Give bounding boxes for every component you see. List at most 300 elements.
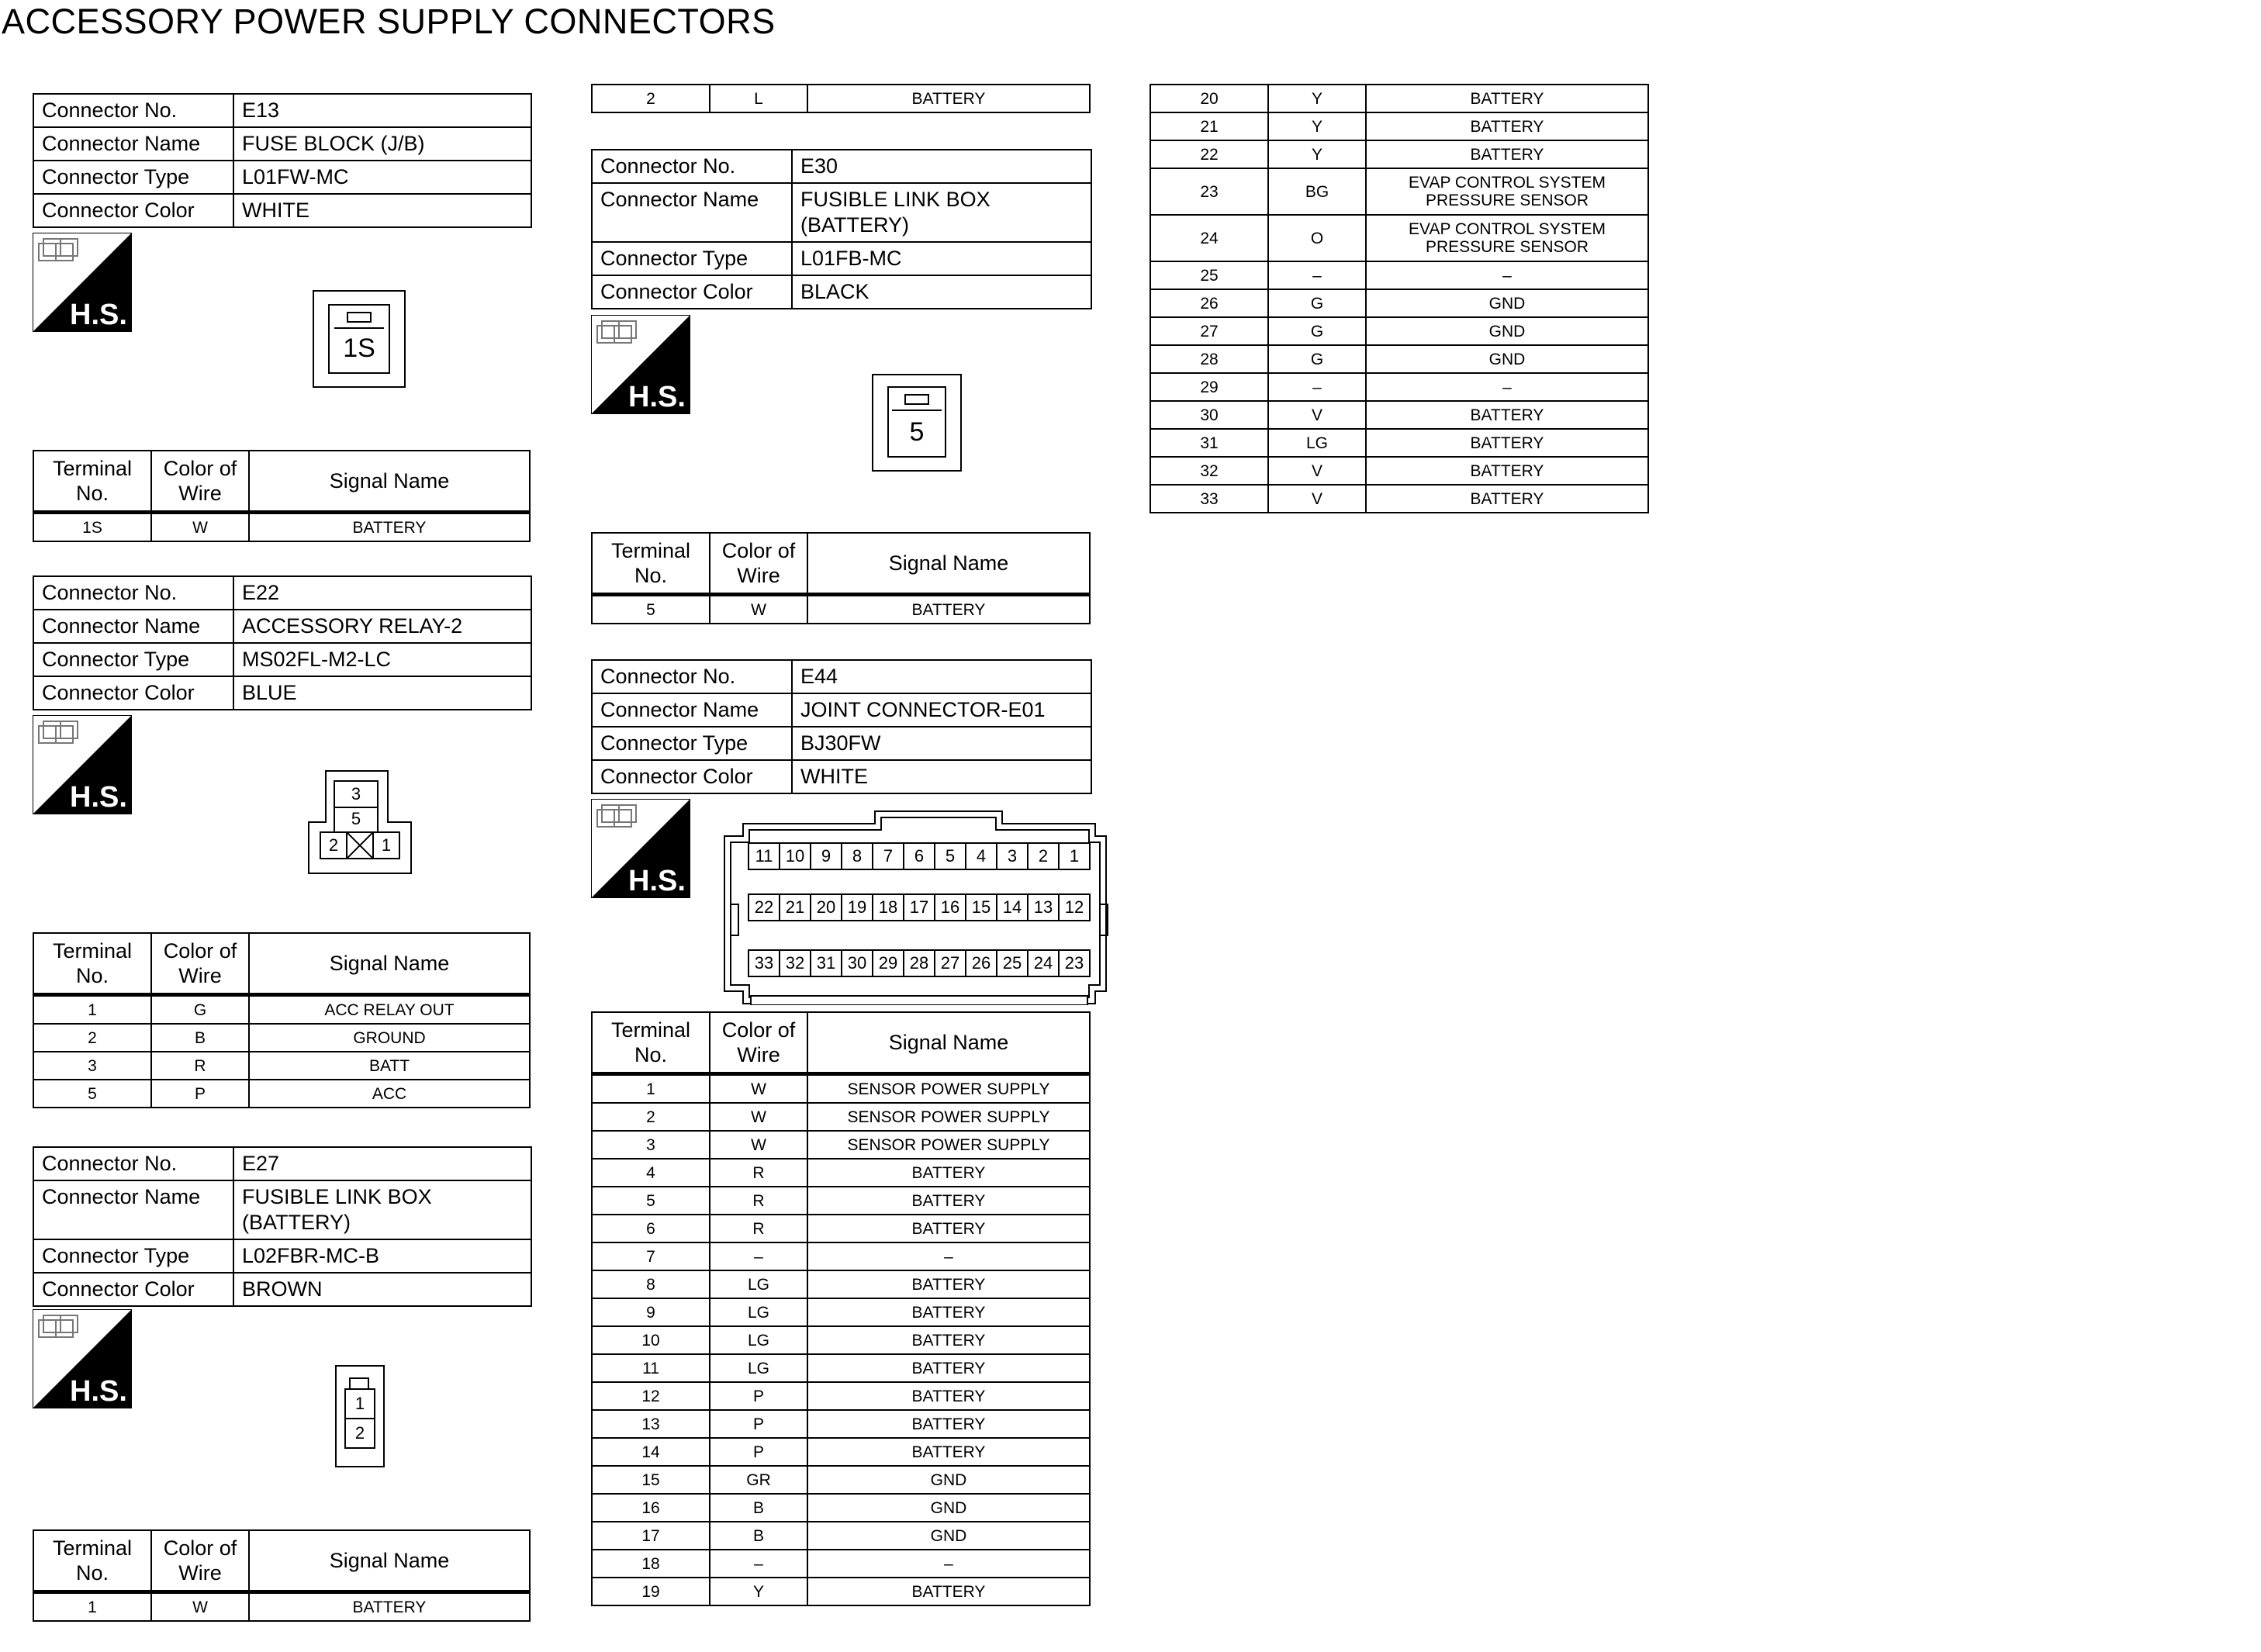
pin-cell: 21 [779,893,811,921]
pin-housing [328,304,390,374]
connector-info-table [591,149,1092,309]
wire-color-cell: G [151,995,249,1025]
terminal-cell: 13 [592,1410,710,1438]
pin-housing [887,386,946,458]
signal-cell: – [807,1550,1090,1578]
signal-cell: SENSOR POWER SUPPLY [807,1074,1090,1104]
wire-color-cell: P [710,1410,807,1438]
signal-cell: EVAP CONTROL SYSTEM PRESSURE SENSOR [1366,168,1648,215]
wire-color-cell: – [710,1550,807,1578]
terminal-cell: 23 [1150,168,1268,215]
info-label: Connector No. [33,94,233,127]
wire-color-cell: LG [1268,429,1366,457]
wire-color-cell: R [710,1187,807,1215]
connector-color-value: WHITE [233,194,531,227]
terminal-cell: 19 [592,1578,710,1605]
connector-e44 [591,659,1092,1601]
signal-cell: BATTERY [807,1410,1090,1438]
wire-color-cell: – [710,1242,807,1270]
harness-side-icon [591,315,690,414]
signal-cell: BATTERY [807,1382,1090,1410]
pin-5: 5 [334,807,379,833]
table-row [592,1354,1090,1382]
pin-cell: 23 [1058,949,1091,977]
info-label: Connector Name [33,127,233,161]
table-row [1150,261,1648,289]
signal-cell: BATTERY [807,1159,1090,1187]
wire-color-cell: LG [710,1270,807,1298]
wire-color-cell: R [710,1215,807,1242]
table-row [1150,457,1648,485]
terminal-cell: 16 [592,1494,710,1522]
connector-e22 [33,575,532,1103]
pin-latch [904,394,929,405]
pin-1: 1 [372,831,400,859]
terminal-cell: 10 [592,1326,710,1354]
pin-1: 1 [344,1388,375,1419]
table-row [33,513,530,542]
pin-cell: 1 [1058,842,1091,870]
pin-cell: 24 [1027,949,1060,977]
terminal-cell: 33 [1150,485,1268,513]
connector-info-table [591,659,1092,794]
table-row [1150,373,1648,401]
pin-cell: 3 [996,842,1029,870]
terminal-cell: 12 [592,1382,710,1410]
wire-color-cell: G [1268,345,1366,373]
pin-divider [892,410,942,411]
table-row [1150,317,1648,345]
pin-cell: 29 [872,949,904,977]
terminal-table [591,1011,1091,1606]
connector-face-e22 [307,769,413,875]
connector-no-value: E27 [233,1147,531,1180]
signal-cell: SENSOR POWER SUPPLY [807,1103,1090,1131]
table-row [1150,401,1648,429]
wire-color-cell: V [1268,401,1366,429]
terminal-cell: 3 [33,1052,151,1080]
terminal-cell: 1 [33,1592,151,1622]
info-label: Connector Type [592,727,792,760]
terminal-no-header: Terminal No. [592,533,710,595]
signal-name-header: Signal Name [807,533,1090,595]
table-row [592,1242,1090,1270]
info-label: Connector Type [592,242,792,275]
wire-color-cell: W [710,1103,807,1131]
table-row [1150,429,1648,457]
signal-cell: BATTERY [807,1354,1090,1382]
connector-face-e30 [872,374,962,472]
signal-cell: BATTERY [807,1187,1090,1215]
pin-cell: 19 [841,893,873,921]
pin-cell: 30 [841,949,873,977]
terminal-cell: 15 [592,1466,710,1494]
terminal-no-header: Terminal No. [33,1530,151,1592]
terminal-cell: 1S [33,513,151,542]
connector-no-value: E22 [233,576,531,610]
connector-info-table [33,93,532,228]
pin-cell: 18 [872,893,904,921]
connector-type-value: BJ30FW [792,727,1091,760]
table-row [592,1159,1090,1187]
terminal-cell: 4 [592,1159,710,1187]
wire-color-cell: W [710,1131,807,1159]
pin-cell: 7 [872,842,904,870]
table-row [592,1215,1090,1242]
signal-cell: GND [807,1466,1090,1494]
connector-e30 [591,149,1092,619]
signal-cell: – [1366,261,1648,289]
connector-name-value: FUSIBLE LINK BOX (BATTERY) [792,183,1091,242]
pin-cell: 13 [1027,893,1060,921]
signal-cell: BATTERY [807,85,1090,112]
table-row [1150,485,1648,513]
wire-color-cell: P [151,1080,249,1108]
wire-color-header: Color of Wire [710,533,807,595]
pin-2: 2 [320,831,347,859]
terminal-cell: 30 [1150,401,1268,429]
table-row [592,595,1090,624]
signal-cell: BATTERY [807,1298,1090,1326]
table-row [1150,345,1648,373]
connector-name-value: FUSE BLOCK (J/B) [233,127,531,161]
wire-color-cell: L [710,85,807,112]
terminal-no-header: Terminal No. [33,451,151,513]
terminal-cell: 8 [592,1270,710,1298]
pin-cell: 2 [1027,842,1060,870]
connector-face-e44 [723,810,1115,1005]
signal-cell: SENSOR POWER SUPPLY [807,1131,1090,1159]
terminal-cell: 5 [33,1080,151,1108]
terminal-no-header: Terminal No. [592,1012,710,1074]
signal-cell: BATTERY [807,595,1090,624]
terminal-cell: 20 [1150,85,1268,112]
info-label: Connector Name [33,610,233,643]
wire-color-cell: LG [710,1326,807,1354]
pin-cell: 12 [1058,893,1091,921]
wire-color-cell: LG [710,1298,807,1326]
harness-side-badge [591,315,690,414]
pin-cell: 22 [748,893,780,921]
signal-cell: BATTERY [807,1578,1090,1605]
wire-color-cell: P [710,1438,807,1466]
info-label: Connector No. [33,1147,233,1180]
info-label: Connector Name [592,693,792,727]
wire-color-cell: LG [710,1354,807,1382]
signal-cell: EVAP CONTROL SYSTEM PRESSURE SENSOR [1366,215,1648,261]
connector-info-table [33,1146,532,1307]
wire-color-header: Color of Wire [710,1012,807,1074]
terminal-cell: 31 [1150,429,1268,457]
terminal-cell: 1 [592,1074,710,1104]
connector-face-e13 [313,290,406,388]
terminal-cell: 2 [592,85,710,112]
terminal-cell: 32 [1150,457,1268,485]
table-row [592,1550,1090,1578]
wire-color-cell: V [1268,485,1366,513]
terminal-table [33,932,531,1108]
pin-cell: 17 [903,893,935,921]
pin-cell: 28 [903,949,935,977]
connector-type-value: MS02FL-M2-LC [233,643,531,676]
connector-no-value: E44 [792,660,1091,693]
info-label: Connector Color [33,676,233,710]
harness-side-icon [591,799,690,898]
connector-info-table [33,575,532,710]
terminal-cell: 2 [592,1103,710,1131]
signal-cell: BATTERY [1366,485,1648,513]
wire-color-cell: Y [1268,112,1366,140]
info-label: Connector Name [592,183,792,242]
terminal-cell: 29 [1150,373,1268,401]
connector-name-value: JOINT CONNECTOR-E01 [792,693,1091,727]
signal-cell: BATTERY [1366,140,1648,168]
wire-color-cell: B [710,1522,807,1550]
terminal-cell: 7 [592,1242,710,1270]
terminal-cell: 28 [1150,345,1268,373]
signal-cell: BATTERY [807,1215,1090,1242]
info-label: Connector No. [592,660,792,693]
terminal-cell: 22 [1150,140,1268,168]
table-row [1150,215,1648,261]
harness-side-badge [591,799,690,898]
table-row [592,1382,1090,1410]
signal-name-header: Signal Name [249,1530,530,1592]
pin-cell: 14 [996,893,1029,921]
pin-cell: 5 [934,842,966,870]
pin-blank [346,831,374,859]
pin-cell: 20 [810,893,842,921]
terminal-cell: 2 [33,1024,151,1052]
terminal-cell: 27 [1150,317,1268,345]
info-label: Connector Color [592,275,792,309]
terminal-cell: 3 [592,1131,710,1159]
table-row [592,1522,1090,1550]
wire-color-cell: R [710,1159,807,1187]
terminal-cell: 24 [1150,215,1268,261]
signal-name-header: Signal Name [249,451,530,513]
signal-cell: ACC RELAY OUT [249,995,530,1025]
wire-color-cell: – [1268,373,1366,401]
signal-cell: BATT [249,1052,530,1080]
pin-cell: 4 [965,842,997,870]
pin-cell: 16 [934,893,966,921]
signal-cell: BATTERY [807,1270,1090,1298]
pin-cell: 15 [965,893,997,921]
signal-cell: ACC [249,1080,530,1108]
wire-color-header: Color of Wire [151,1530,249,1592]
wire-color-cell: V [1268,457,1366,485]
terminal-cell: 5 [592,595,710,624]
wire-color-cell: GR [710,1466,807,1494]
wire-color-cell: P [710,1382,807,1410]
pin-cell: 8 [841,842,873,870]
table-row [592,1326,1090,1354]
terminal-table [33,450,531,542]
terminal-table-continued [1150,84,1649,513]
table-row [1150,112,1648,140]
signal-cell: GND [1366,289,1648,317]
connector-name-value: FUSIBLE LINK BOX (BATTERY) [233,1180,531,1239]
info-label: Connector No. [33,576,233,610]
harness-side-icon [33,715,132,814]
wire-color-cell: Y [710,1578,807,1605]
table-row [592,1578,1090,1605]
pin-cell: 10 [779,842,811,870]
wire-color-header: Color of Wire [151,933,249,995]
pin-cell: 25 [996,949,1029,977]
wire-color-cell: O [1268,215,1366,261]
connector-e27 [33,1146,532,1616]
connector-color-value: WHITE [792,760,1091,793]
signal-cell: BATTERY [1366,112,1648,140]
pin-divider [334,327,384,329]
table-row [592,1074,1090,1104]
signal-name-header: Signal Name [249,933,530,995]
connector-type-value: L02FBR-MC-B [233,1239,531,1273]
harness-side-icon [33,233,132,332]
table-row [33,1592,530,1622]
terminal-cell: 26 [1150,289,1268,317]
table-row [1150,168,1648,215]
signal-cell: BATTERY [249,1592,530,1622]
info-label: Connector Color [592,760,792,793]
info-label: Connector Type [33,643,233,676]
terminal-cell: 18 [592,1550,710,1578]
connector-color-value: BROWN [233,1273,531,1306]
table-row [33,1052,530,1080]
harness-side-badge [33,715,132,814]
connector-color-value: BLACK [792,275,1091,309]
table-row [33,995,530,1025]
terminal-cell: 14 [592,1438,710,1466]
terminal-table-continued [591,84,1091,113]
table-row [592,1438,1090,1466]
wire-color-cell: R [151,1052,249,1080]
table-row [592,85,1090,112]
pin-cell: 6 [903,842,935,870]
pin-cell: 26 [965,949,997,977]
signal-cell: GND [1366,317,1648,345]
connector-no-value: E30 [792,150,1091,183]
wire-color-cell: Y [1268,140,1366,168]
info-label: Connector Type [33,1239,233,1273]
wire-color-cell: W [710,595,807,624]
connector-face-e27 [335,1365,385,1467]
signal-cell: GND [807,1522,1090,1550]
table-row [592,1270,1090,1298]
signal-cell: BATTERY [807,1326,1090,1354]
signal-cell: BATTERY [249,513,530,542]
wire-color-cell: BG [1268,168,1366,215]
terminal-cell: 21 [1150,112,1268,140]
connector-no-value: E13 [233,94,531,127]
info-label: Connector No. [592,150,792,183]
table-row [1150,289,1648,317]
signal-cell: GROUND [249,1024,530,1052]
signal-cell: BATTERY [1366,429,1648,457]
connector-type-value: L01FB-MC [792,242,1091,275]
wire-color-cell: W [151,513,249,542]
table-row [592,1466,1090,1494]
pin-cell: 11 [748,842,780,870]
table-row [1150,140,1648,168]
signal-cell: GND [1366,345,1648,373]
hs-label: H.S. [628,865,686,897]
wire-color-cell: W [151,1592,249,1622]
table-row [33,1024,530,1052]
signal-cell: BATTERY [1366,401,1648,429]
signal-name-header: Signal Name [807,1012,1090,1074]
table-row [1150,85,1648,112]
terminal-cell: 5 [592,1187,710,1215]
harness-side-icon [33,1309,132,1408]
terminal-cell: 9 [592,1298,710,1326]
wire-color-cell: W [710,1074,807,1104]
terminal-cell: 17 [592,1522,710,1550]
signal-cell: – [807,1242,1090,1270]
terminal-no-header: Terminal No. [33,933,151,995]
signal-cell: GND [807,1494,1090,1522]
info-label: Connector Name [33,1180,233,1239]
connector-color-value: BLUE [233,676,531,710]
hs-label: H.S. [70,1375,127,1408]
info-label: Connector Color [33,194,233,227]
wire-color-cell: B [710,1494,807,1522]
info-label: Connector Color [33,1273,233,1306]
table-row [592,1187,1090,1215]
pin-cell: 27 [934,949,966,977]
wire-color-cell: B [151,1024,249,1052]
harness-side-badge [33,233,132,332]
signal-cell: BATTERY [1366,85,1648,112]
pin-3: 3 [334,780,379,808]
wire-color-cell: G [1268,317,1366,345]
signal-cell: BATTERY [807,1438,1090,1466]
harness-side-badge [33,1309,132,1408]
pin-2: 2 [344,1418,375,1449]
terminal-cell: 25 [1150,261,1268,289]
page-title: ACCESSORY POWER SUPPLY CONNECTORS [2,2,776,41]
pin-cell: 31 [810,949,842,977]
pin-cell: 33 [748,949,780,977]
table-row [33,1080,530,1108]
table-row [592,1410,1090,1438]
hs-label: H.S. [70,781,127,814]
table-row [592,1103,1090,1131]
pin-label: 5 [909,417,925,447]
table-row [592,1131,1090,1159]
pin-cell: 9 [810,842,842,870]
wire-color-cell: Y [1268,85,1366,112]
terminal-table [33,1529,531,1622]
connector-e13 [33,93,532,537]
terminal-cell: 11 [592,1354,710,1382]
table-row [592,1298,1090,1326]
signal-cell: BATTERY [1366,457,1648,485]
connector-name-value: ACCESSORY RELAY-2 [233,610,531,643]
pin-latch [347,312,372,323]
hs-label: H.S. [628,381,686,413]
pin-cell: 32 [779,949,811,977]
info-label: Connector Type [33,161,233,194]
pin-label: 1S [343,334,375,363]
signal-cell: – [1366,373,1648,401]
wire-color-cell: G [1268,289,1366,317]
table-row [592,1494,1090,1522]
terminal-cell: 1 [33,995,151,1025]
hs-label: H.S. [70,299,127,331]
